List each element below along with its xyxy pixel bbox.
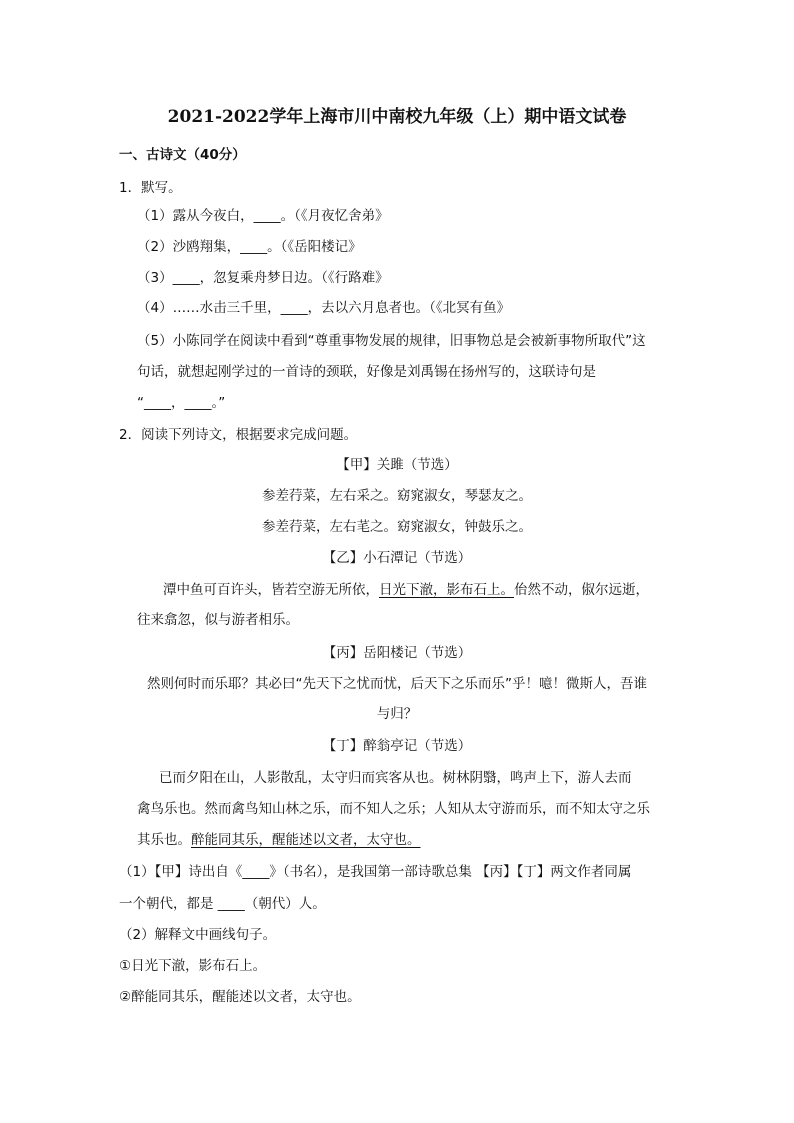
q1-item-5-line-1: （5）小陈同学在阅读中看到“尊重事物发展的规律，旧事物总是会被新事物所取代”这 [137,333,646,349]
passage-ding-text: 其乐也。 [137,832,191,848]
q2-sub-1-line-2: 一个朝代，都是 ____（朝代）人。 [119,896,326,912]
passage-ding-heading: 【丁】醉翁亭记（节选） [322,738,472,754]
passage-jia-line-2: 参差荇菜，左右芼之。窈窕淑女，钟鼓乐之。 [262,519,532,535]
passage-yi-line-1 [163,580,649,600]
q2-sub-1-line-1: （1）【甲】诗出自《____》（书名），是我国第一部诗歌总集 【丙】【丁】两文作者同属 [119,864,632,880]
q1-item-4: （4）……水击三千里，____，去以六月息者也。（《北冥有鱼》 [137,300,511,316]
q1-item-5-line-2: 句话，就想起刚学过的一首诗的颈联，好像是刘禹锡在扬州写的，这联诗句是 [137,364,596,380]
q2-sub-2-item-2: ②醉能同其乐，醒能述以文者，太守也。 [119,989,361,1005]
passage-ding-line-2: 禽鸟乐也。然而禽鸟知山林之乐，而不知人之乐；人知从太守游而乐，而不知太守之乐 [137,801,650,817]
passage-yi-heading: 【乙】小石潭记（节选） [322,550,472,566]
passage-yi-line-2: 往来翕忽，似与游者相乐。 [137,612,299,628]
passage-bing-heading: 【丙】岳阳楼记（节选） [322,645,472,661]
section-heading: 一、古诗文（40分） [119,147,246,163]
q1-item-3: （3）____，忽复乘舟梦日边。（《行路难》 [137,270,389,286]
page-title: 2021-2022学年上海市川中南校九年级（上）期中语文试卷 [167,107,627,127]
underlined-sentence-2: 醉能同其乐，醒能述以文者，太守也。 [191,832,421,848]
underlined-sentence-1: 日光下澈，影布石上。 [379,582,514,598]
q1-item-2: （2）沙鸥翔集，____。（《岳阳楼记》 [137,239,362,255]
passage-ding-line-1: 已而夕阳在山，人影散乱，太守归而宾客从也。树林阴翳，鸣声上下，游人去而 [159,770,632,786]
passage-bing-line-1: 然则何时而乐耶？其必曰“先天下之忧而忧，后天下之乐而乐”乎！噫！微斯人，吾谁 [147,676,647,692]
q2-sub-2-item-1: ①日光下澈，影布石上。 [119,958,267,974]
passage-jia-heading: 【甲】关雎（节选） [336,457,458,473]
passage-yi-text: 潭中鱼可百许头，皆若空游无所依， [163,582,379,598]
q1-item-5-line-3: “____，____。” [137,395,226,411]
q1-item-1: （1）露从今夜白，____。（《月夜忆舍弟》 [137,208,389,224]
passage-yi-text-after: 佁然不动，俶尔远逝， [514,582,649,598]
question-1-stem: 1．默写。 [119,180,182,196]
passage-bing-line-2: 与归？ [376,706,418,722]
q2-sub-2-stem: （2）解释文中画线句子。 [119,927,277,943]
passage-jia-line-1: 参差荇菜，左右采之。窈窕淑女，琴瑟友之。 [262,488,532,504]
passage-ding-line-3 [137,830,421,850]
question-2-stem: 2．阅读下列诗文，根据要求完成问题。 [119,427,358,443]
